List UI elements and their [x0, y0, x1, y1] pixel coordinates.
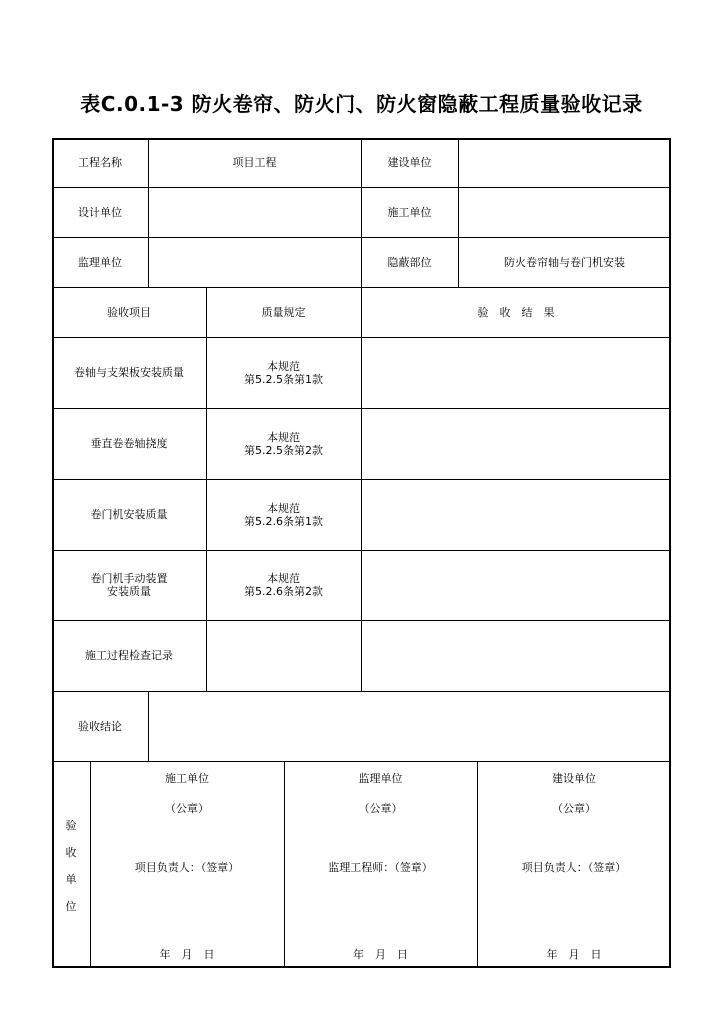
quality-standard-text: [244, 360, 323, 386]
contractor-value: [458, 187, 671, 237]
acceptance-record-table: [52, 138, 671, 968]
acceptance-column-contractor: [90, 762, 284, 968]
side-label-char: 验: [65, 818, 77, 832]
seal-text: （公章）: [165, 802, 209, 815]
acceptance-unit-side-label: [52, 762, 90, 968]
inspection-item: [52, 337, 206, 408]
construction-owner-value: [458, 138, 671, 187]
quality-standard: [206, 550, 361, 620]
inspection-item-header: 验收项目: [107, 305, 151, 319]
inspection-item-line: 安装质量: [107, 585, 151, 598]
inspection-item-line: 垂直卷卷轴挠度: [90, 437, 168, 450]
design-unit-label: 设计单位: [78, 205, 122, 219]
quality-standard-text: [244, 502, 323, 528]
unit-title: 建设单位: [552, 772, 596, 785]
seal-text: （公章）: [358, 802, 403, 815]
inspection-item-line: 卷门机手动装置: [90, 572, 168, 585]
inspection-item-line: 卷门机安装质量: [90, 508, 168, 521]
contractor-label: 施工单位: [387, 205, 432, 219]
inspection-result: [361, 337, 671, 408]
date-text: 年 月 日: [546, 948, 602, 961]
concealed-part-value: 防火卷帘轴与卷门机安装: [504, 255, 625, 269]
quality-standard-text: [244, 431, 323, 457]
quality-standard-line: 本规范: [267, 359, 300, 373]
quality-standard-line: 第5.2.5条第1款: [244, 372, 323, 386]
inspection-item: [52, 408, 206, 479]
quality-standard-line: 第5.2.5条第2款: [244, 443, 323, 457]
design-unit-value: [148, 187, 361, 237]
page-title: 表C.0.1-3 防火卷帘、防火门、防火窗隐蔽工程质量验收记录: [80, 92, 643, 116]
supervision-unit-label: 监理单位: [78, 255, 122, 269]
seal-text: （公章）: [552, 802, 596, 815]
signer-text: 监理工程师：（签章）: [328, 861, 433, 874]
inspection-item-text: [91, 572, 168, 598]
inspection-result: [361, 479, 671, 550]
inspection-result: [361, 550, 671, 620]
side-label-char: 收: [65, 845, 77, 859]
process-record-label: 施工过程检查记录: [85, 649, 173, 662]
signer-text: 项目负责人：（签章）: [134, 861, 240, 874]
quality-standard-line: 第5.2.6条第2款: [244, 585, 323, 598]
quality-standard-header: 质量规定: [261, 305, 306, 319]
conclusion-value: [148, 691, 671, 761]
inspection-item-text: [74, 366, 184, 379]
acceptance-column-owner: [477, 762, 671, 968]
quality-standard-line: 本规范: [267, 572, 300, 585]
side-label-char: 单: [65, 872, 77, 886]
acceptance-column-supervisor: [284, 762, 477, 968]
inspection-item: [52, 479, 206, 550]
quality-standard: [206, 408, 361, 479]
quality-standard: [206, 337, 361, 408]
process-record-value: [206, 620, 361, 691]
inspection-result: [361, 408, 671, 479]
inspection-item-text: [91, 437, 168, 450]
unit-title: 监理单位: [358, 772, 403, 785]
quality-standard-line: 第5.2.6条第1款: [244, 514, 323, 528]
side-label-char: 位: [65, 899, 77, 913]
concealed-part-label: 隐蔽部位: [387, 255, 432, 269]
supervision-unit-value: [148, 237, 361, 287]
date-text: 年 月 日: [353, 948, 408, 961]
inspection-item-line: 卷轴与支架板安装质量: [74, 366, 184, 379]
quality-standard-line: 本规范: [267, 430, 300, 444]
quality-standard-text: [244, 572, 323, 598]
inspection-result-header: 验 收 结 果: [477, 305, 555, 319]
project-name-value: 项目工程: [232, 156, 277, 169]
unit-title: 施工单位: [165, 772, 209, 785]
project-name-label: 工程名称: [78, 156, 122, 169]
quality-standard-line: 本规范: [267, 501, 300, 515]
construction-owner-label: 建设单位: [387, 156, 432, 169]
inspection-item-text: [91, 508, 168, 521]
date-text: 年 月 日: [159, 948, 215, 961]
inspection-item: [52, 550, 206, 620]
conclusion-label: 验收结论: [78, 719, 122, 733]
quality-standard: [206, 479, 361, 550]
signer-text: 项目负责人：（签章）: [521, 861, 627, 874]
process-record-result: [361, 620, 671, 691]
